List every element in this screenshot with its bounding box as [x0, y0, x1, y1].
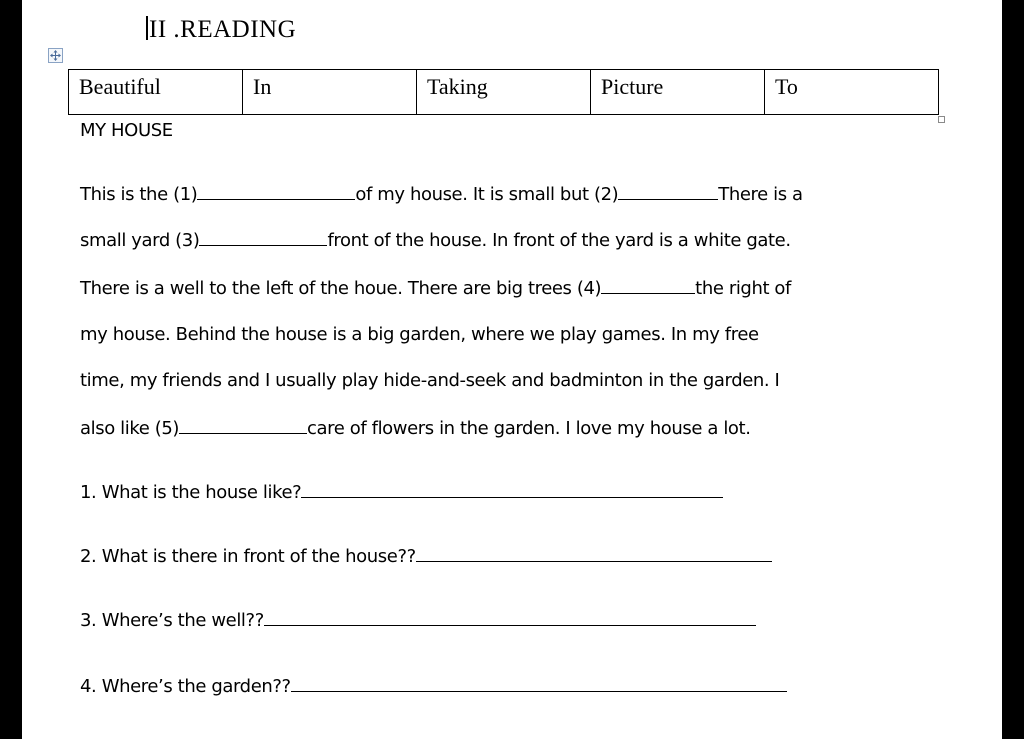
question-text: 4. Where’s the garden?? — [80, 676, 291, 697]
word-cell: Picture — [591, 70, 765, 115]
text-cursor — [146, 16, 148, 40]
passage-line: my house. Behind the house is a big garden, where we play games. In my free — [80, 324, 759, 345]
blank-5[interactable] — [179, 419, 307, 434]
question-4 — [80, 676, 787, 697]
passage-text: of my house. It is small but (2) — [355, 184, 619, 205]
word-cell: To — [765, 70, 939, 115]
passage-line — [80, 278, 791, 299]
passage-text: There is a — [718, 184, 803, 205]
passage-title: MY HOUSE — [80, 120, 173, 141]
question-text: 1. What is the house like? — [80, 482, 302, 503]
question-2 — [80, 546, 772, 567]
section-heading — [146, 16, 296, 44]
word-cell: Taking — [417, 70, 591, 115]
passage-line: time, my friends and I usually play hide-and-seek and badminton in the garden. I — [80, 370, 780, 391]
word-cell: In — [243, 70, 417, 115]
passage-text: There is a well to the left of the houe. There are big trees (4) — [80, 278, 602, 299]
blank-4[interactable] — [601, 279, 695, 294]
question-1 — [80, 482, 723, 503]
question-text: 3. Where’s the well?? — [80, 610, 264, 631]
passage-text: the right of — [695, 278, 791, 299]
question-text: 2. What is there in front of the house?? — [80, 546, 416, 567]
answer-line-3[interactable] — [264, 611, 756, 626]
heading-text: II .READING — [149, 16, 297, 43]
passage-text: This is the (1) — [80, 184, 198, 205]
table-row — [69, 70, 939, 115]
blank-1[interactable] — [197, 185, 355, 200]
table-move-handle-icon[interactable] — [48, 48, 63, 63]
answer-line-1[interactable] — [301, 483, 723, 498]
passage-text: front of the house. In front of the yard is a white gate. — [327, 230, 791, 251]
passage-line — [80, 230, 791, 251]
answer-line-2[interactable] — [416, 547, 772, 562]
question-3 — [80, 610, 756, 631]
document-page — [22, 0, 1002, 739]
passage-line — [80, 184, 803, 205]
blank-2[interactable] — [618, 185, 718, 200]
passage-line — [80, 418, 751, 439]
answer-line-4[interactable] — [291, 677, 787, 692]
word-bank-table — [68, 69, 939, 115]
passage-text: small yard (3) — [80, 230, 200, 251]
table-resize-handle[interactable] — [938, 116, 945, 123]
passage-text: care of flowers in the garden. I love my house a lot. — [307, 418, 751, 439]
passage-text: also like (5) — [80, 418, 180, 439]
word-cell: Beautiful — [69, 70, 243, 115]
blank-3[interactable] — [199, 231, 327, 246]
